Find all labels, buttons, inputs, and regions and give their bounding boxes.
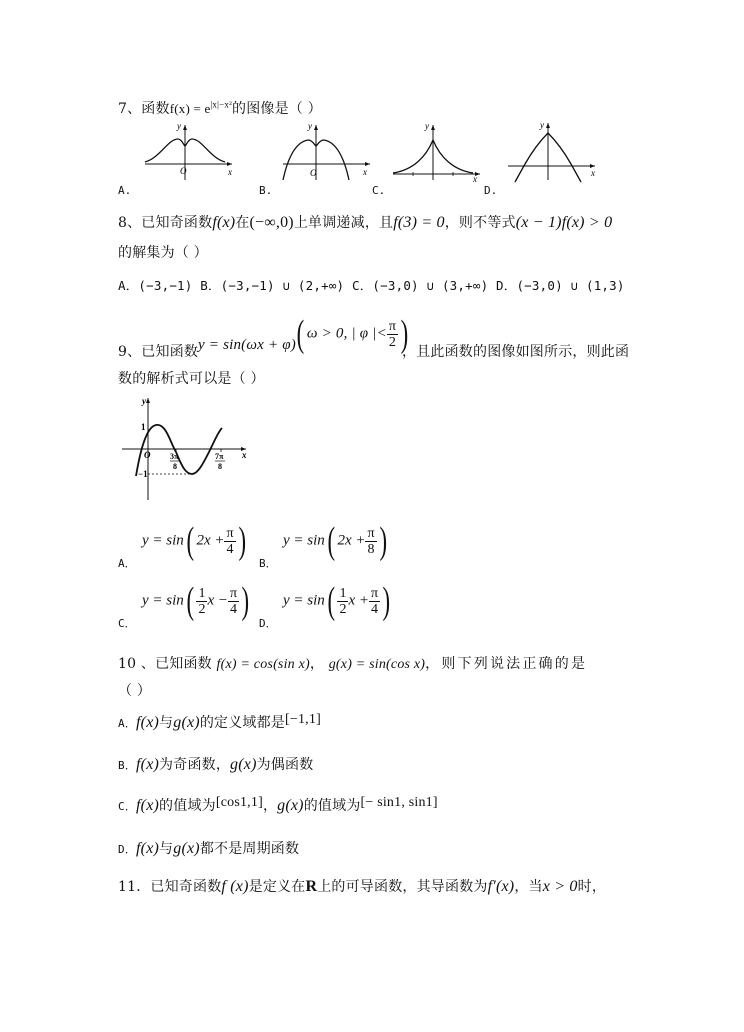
q9-two: 2	[388, 334, 397, 350]
q9-option-b-label: B．	[259, 557, 277, 570]
q9-tick-3pi: 3π	[170, 452, 179, 461]
q7-graph-b	[278, 122, 378, 182]
q10-a-text: 的定义域都是	[199, 715, 286, 731]
q7-option-c: C.	[372, 184, 386, 197]
q10-b-f: f(x)	[136, 756, 160, 773]
q7-a-x: x	[228, 167, 232, 177]
q9-option-d	[283, 581, 393, 621]
q9-a-inner: 2x +	[196, 532, 225, 549]
q9-b-expr: y = sin	[283, 532, 325, 549]
q10-c-comma: ，	[262, 798, 278, 814]
q9-d-half	[337, 586, 348, 617]
q10-b-g: g(x)	[230, 756, 257, 773]
q9-b-paren-r: )	[379, 520, 387, 562]
q7-b-origin: O	[310, 168, 317, 178]
q8-options: A．(−3,−1) B．(−3,−1) ∪ (2,+∞) C．(−3,0) ∪ (3,+∞) D．(−3,0) ∪ (1,3)	[118, 278, 625, 293]
q10-c-g: g(x)	[277, 797, 304, 814]
q9-c-half-n: 1	[198, 585, 206, 601]
q11-when: ，当	[514, 879, 543, 895]
q9-c-num: π	[229, 585, 238, 601]
q9-c-paren-l: (	[186, 580, 194, 622]
q9-d-inner: x +	[348, 592, 369, 609]
q11-fprime: f′(x)	[487, 878, 515, 895]
q9-c-frac	[228, 586, 239, 617]
q9-tick-neg1: −1	[138, 469, 148, 479]
q10-line2: （ ）	[118, 683, 152, 699]
q10-d-label: D．	[118, 843, 137, 856]
q10-c-range-g: [− sin1, sin1]	[360, 795, 438, 810]
q11-text1: 是定义在	[248, 879, 306, 895]
q10-a-and: 与	[159, 715, 174, 731]
q8-then: ，则不等式	[444, 215, 516, 231]
q10-c-range-f: [cos1,1]	[215, 795, 263, 810]
q7-option-d: D.	[484, 184, 498, 197]
q7-tail: 的图像是（ ）	[232, 101, 322, 117]
q7-graph-c	[388, 122, 488, 182]
q9-y-label: y	[142, 396, 146, 406]
q9-option-a-label: A．	[118, 557, 136, 570]
q7-c-y: y	[425, 121, 429, 131]
q9-option-c	[142, 581, 252, 621]
q9-tick-1: 1	[141, 422, 146, 432]
q9-d-den: 4	[371, 601, 379, 617]
q10-b-text1: 为奇函数，	[159, 757, 231, 773]
q8-interval: (−∞,0)	[249, 214, 294, 231]
q11-cond: x > 0	[542, 878, 578, 895]
q9-option-d-label: D．	[259, 617, 277, 630]
q8-stem: 8、已知奇函数	[118, 215, 213, 231]
q9-option-c-label: C．	[118, 617, 136, 630]
q10-d-text: 都不是周期函数	[199, 841, 300, 857]
q7-b-y: y	[308, 121, 312, 131]
q9-tick-8b: 8	[218, 462, 222, 471]
q9-tail: ，且此函数的图像如图所示，则此函	[402, 344, 630, 360]
q10-a-label: A．	[118, 717, 137, 730]
q9-b-den: 8	[367, 541, 375, 557]
q11-reals: R	[305, 878, 318, 895]
q8-decreasing: 上单调递减，且	[293, 215, 394, 231]
q7-stem	[118, 98, 322, 118]
q9-func: y = sin(ωx + φ)	[198, 337, 296, 353]
q9-x-label: x	[242, 450, 247, 460]
q9-a-num: π	[226, 525, 234, 541]
q10-stem: 10 、已知函数	[118, 656, 212, 672]
q7-option-a: A.	[118, 184, 132, 197]
q9-d-paren-r: )	[382, 580, 391, 622]
q9-b-num: π	[367, 525, 375, 541]
q10-option-b	[118, 754, 313, 774]
q10-option-d	[118, 838, 299, 858]
q9-b-frac	[365, 526, 376, 557]
q9-pi: π	[388, 318, 397, 334]
q9-condition	[294, 314, 411, 354]
q9-a-den: 4	[226, 541, 234, 557]
q7-graph-d	[503, 120, 603, 182]
q9-c-half-d: 2	[198, 601, 206, 617]
q10-f: f(x) = cos(sin x)	[216, 657, 310, 672]
q8-f3: f(3) = 0	[393, 214, 445, 231]
q9-line2: 数的解析式可以是（ ）	[118, 371, 265, 387]
q8-in: 在	[235, 215, 250, 231]
q7-d-y: y	[540, 120, 544, 130]
q9-tick-8a: 8	[173, 462, 177, 471]
q9-origin: O	[144, 450, 151, 460]
q9-option-b	[283, 521, 389, 561]
q10-c-label: C．	[118, 800, 137, 813]
q9-d-expr: y = sin	[283, 592, 325, 609]
q10-d-and: 与	[159, 841, 174, 857]
q9-a-paren-l: (	[186, 520, 194, 562]
q9-cond: ω > 0, | φ |<	[306, 325, 387, 342]
q9-c-den: 4	[230, 601, 238, 617]
q11-line1	[118, 876, 606, 896]
q10-g: g(x) = sin(cos x)	[328, 657, 426, 672]
q9-paren-right: )	[400, 313, 409, 355]
q10-a-interval: [−1,1]	[285, 712, 321, 727]
q9-a-expr: y = sin	[142, 532, 184, 549]
q9-a-frac	[224, 526, 235, 557]
q9-c-inner: x −	[207, 592, 228, 609]
q10-c-text2: 的值域为	[303, 798, 361, 814]
q8-fx: f(x)	[212, 214, 236, 231]
q7-graph-a	[140, 122, 240, 182]
q11-stem: 11．已知奇函数	[118, 879, 222, 895]
q8-line2: 的解集为（ ）	[118, 245, 208, 261]
q7-exponent: |x|−x²	[210, 99, 232, 110]
q7-d-x: x	[591, 168, 595, 178]
q10-c-f: f(x)	[136, 797, 160, 814]
q9-d-paren-l: (	[327, 580, 335, 622]
q9-c-half	[196, 586, 207, 617]
q9-b-inner: 2x +	[337, 532, 366, 549]
q9-stem: 9、已知函数	[118, 344, 199, 360]
q10-d-g: g(x)	[173, 840, 200, 857]
q10-b-text2: 为偶函数	[256, 757, 314, 773]
q9-d-half-n: 1	[339, 585, 347, 601]
q11-fx: f (x)	[221, 878, 249, 895]
q10-a-f: f(x)	[136, 714, 160, 731]
q10-comma: ，	[309, 656, 325, 672]
q10-line1	[118, 653, 587, 673]
q9-d-frac	[369, 586, 380, 617]
q10-tail: ，则下列说法正确的是	[425, 656, 588, 672]
q9-a-paren-r: )	[238, 520, 246, 562]
q10-d-f: f(x)	[136, 840, 160, 857]
q7-c-x: x	[473, 174, 477, 184]
q9-b-paren-l: (	[327, 520, 335, 562]
q7-option-b: B.	[259, 184, 273, 197]
q9-graph	[118, 392, 248, 502]
q9-paren-left: (	[296, 313, 305, 355]
q11-text2: 上的可导函数，其导函数为	[317, 879, 488, 895]
q10-a-g: g(x)	[173, 714, 200, 731]
q9-c-paren-r: )	[241, 580, 250, 622]
q10-option-c	[118, 795, 438, 815]
q9-tick-7pi: 7π	[215, 452, 224, 461]
q9-option-a	[142, 521, 248, 561]
q8-line1	[118, 212, 612, 232]
q7-a-y: y	[177, 121, 181, 131]
q9-d-num: π	[370, 585, 379, 601]
q7-label: 7、函数	[118, 101, 170, 117]
q11-tail: 时，	[577, 879, 607, 895]
q10-option-a	[118, 712, 321, 732]
q7-a-origin: O	[180, 166, 187, 176]
q7-b-x: x	[363, 167, 367, 177]
q8-inequality: (x − 1)f(x) > 0	[515, 214, 613, 231]
q9-d-half-d: 2	[339, 601, 347, 617]
q9-frac	[387, 319, 398, 350]
q10-b-label: B．	[118, 759, 137, 772]
q9-c-expr: y = sin	[142, 592, 184, 609]
q10-c-text1: 的值域为	[159, 798, 216, 814]
q7-func: f(x) = e	[169, 101, 211, 116]
